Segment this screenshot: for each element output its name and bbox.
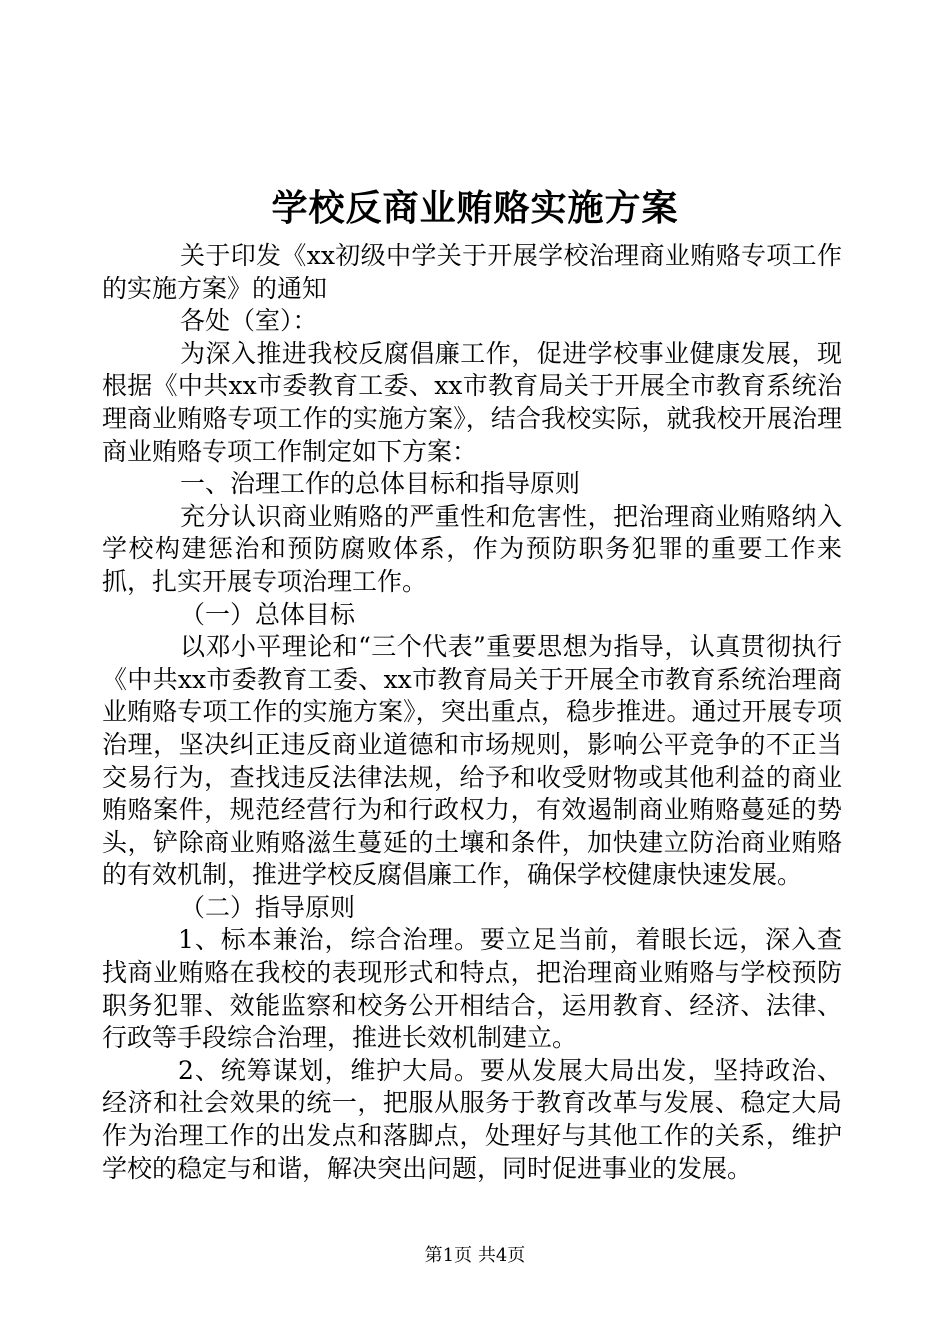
overall-goal-paragraph: 以邓小平理论和“三个代表”重要思想为指导，认真贯彻执行《中共xx市委教育工委、xx市教育局关于开展全市教育系统治理商业贿赂专项工作的实施方案》，突出重点，稳步推进。通过开展专项治理，坚决纠正违反商业道德和市场规则，影响公平竞争的不正当交易行为，查找违反法律法规，给予和收受财物或其他利益的商业贿赂案件，规范经营行为和行政权力，有效遏制商业贿赂蔓延的势头，铲除商业贿赂滋生蔓延的土壤和条件，加快建立防治商业贿赂的有效机制，推进学校反腐倡廉工作，确保学校健康快速发展。	[102, 632, 842, 890]
section-heading-1: 一、治理工作的总体目标和指导原则	[180, 469, 581, 499]
salutation: 各处（室）：	[180, 306, 318, 336]
document-title: 学校反商业贿赂实施方案	[271, 187, 679, 229]
principle-2-paragraph: 2、统筹谋划，维护大局。要从发展大局出发，坚持政治、经济和社会效果的统一，把服从服务于教育改革与发展、稳定大局作为治理工作的出发点和落脚点，处理好与其他工作的关系，维护学校的稳定与和谐，解决突出问题，同时促进事业的发展。	[102, 1055, 842, 1183]
notice-heading: 关于印发《xx初级中学关于开展学校治理商业贿赂专项工作的实施方案》的通知	[102, 241, 842, 303]
document-body	[102, 240, 842, 1185]
subsection-heading-guiding-principles: （二）指导原则	[180, 892, 356, 922]
principle-1-paragraph: 1、标本兼治，综合治理。要立足当前，着眼长远，深入查找商业贿赂在我校的表现形式和特点，把治理商业贿赂与学校预防职务犯罪、效能监察和校务公开相结合，运用教育、经济、法律、行政等手段综合治理，推进长效机制建立。	[102, 925, 842, 1053]
subsection-heading-overall-goal: （一）总体目标	[180, 599, 356, 629]
section-1-paragraph: 充分认识商业贿赂的严重性和危害性，把治理商业贿赂纳入学校构建惩治和预防腐败体系，作为预防职务犯罪的重要工作来抓，扎实开展专项治理工作。	[102, 501, 842, 596]
page-number-footer: 第1页 共4页	[424, 1245, 526, 1266]
intro-paragraph: 为深入推进我校反腐倡廉工作，促进学校事业健康发展，现根据《中共xx市委教育工委、xx市教育局关于开展全市教育系统治理商业贿赂专项工作的实施方案》，结合我校实际，就我校开展治理商业贿赂专项工作制定如下方案：	[102, 338, 842, 466]
